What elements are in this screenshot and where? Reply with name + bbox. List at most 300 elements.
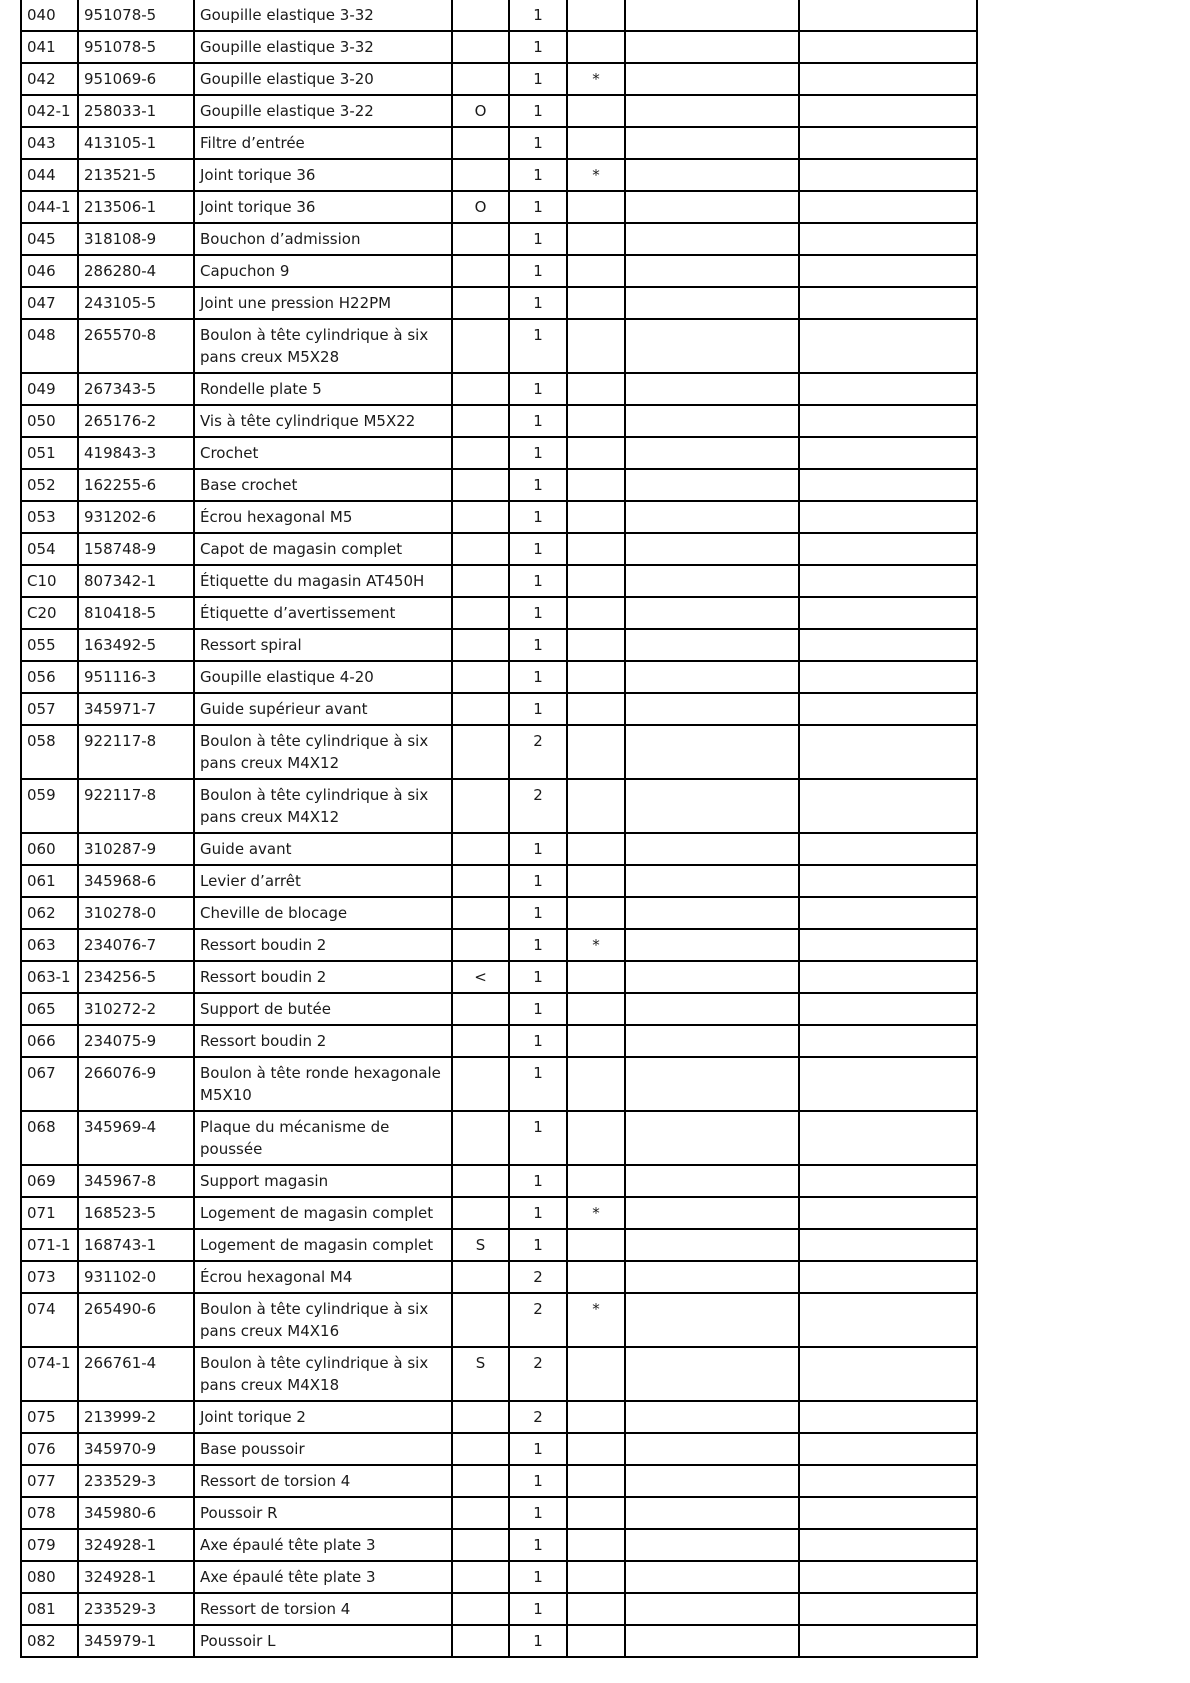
empty-cell-1: [625, 1025, 799, 1057]
part-number-cell: 063-1: [21, 961, 78, 993]
empty-cell-2: [799, 373, 977, 405]
table-row: [21, 1025, 977, 1057]
table-row: [21, 1197, 977, 1229]
quantity-cell: 1: [509, 0, 567, 31]
part-number-cell: 080: [21, 1561, 78, 1593]
empty-cell-1: [625, 127, 799, 159]
part-number-cell: 078: [21, 1497, 78, 1529]
part-number-cell: 040: [21, 0, 78, 31]
empty-cell-1: [625, 993, 799, 1025]
table-row: [21, 1293, 977, 1347]
empty-cell-1: [625, 1057, 799, 1111]
part-number-cell: 042: [21, 63, 78, 95]
part-number-cell: 063: [21, 929, 78, 961]
quantity-cell: 1: [509, 597, 567, 629]
empty-cell-2: [799, 1197, 977, 1229]
note-cell: [567, 127, 625, 159]
quantity-cell: 1: [509, 405, 567, 437]
empty-cell-2: [799, 63, 977, 95]
reference-cell: 162255-6: [78, 469, 194, 501]
note-cell: [567, 865, 625, 897]
marker-cell: [452, 223, 509, 255]
note-cell: [567, 779, 625, 833]
table-row: [21, 929, 977, 961]
marker-cell: [452, 565, 509, 597]
empty-cell-2: [799, 1401, 977, 1433]
note-cell: [567, 897, 625, 929]
quantity-cell: 1: [509, 1625, 567, 1657]
empty-cell-1: [625, 223, 799, 255]
marker-cell: [452, 1465, 509, 1497]
empty-cell-1: [625, 95, 799, 127]
quantity-cell: 1: [509, 1111, 567, 1165]
note-cell: [567, 191, 625, 223]
table-row: [21, 1111, 977, 1165]
description-cell: Capot de magasin complet: [194, 533, 452, 565]
description-cell: Support magasin: [194, 1165, 452, 1197]
description-cell: Boulon à tête cylindrique à six pans creux M4X12: [194, 779, 452, 833]
part-number-cell: 051: [21, 437, 78, 469]
marker-cell: [452, 31, 509, 63]
description-cell: Ressort de torsion 4: [194, 1465, 452, 1497]
note-cell: [567, 501, 625, 533]
note-cell: [567, 405, 625, 437]
description-cell: Base poussoir: [194, 1433, 452, 1465]
note-cell: [567, 629, 625, 661]
empty-cell-2: [799, 1561, 977, 1593]
empty-cell-2: [799, 565, 977, 597]
part-number-cell: 060: [21, 833, 78, 865]
reference-cell: 345967-8: [78, 1165, 194, 1197]
reference-cell: 810418-5: [78, 597, 194, 629]
description-cell: Goupille elastique 4-20: [194, 661, 452, 693]
description-cell: Joint torique 36: [194, 159, 452, 191]
note-cell: [567, 533, 625, 565]
part-number-cell: 061: [21, 865, 78, 897]
empty-cell-1: [625, 1497, 799, 1529]
quantity-cell: 1: [509, 1025, 567, 1057]
part-number-cell: 059: [21, 779, 78, 833]
empty-cell-2: [799, 1025, 977, 1057]
reference-cell: 951116-3: [78, 661, 194, 693]
part-number-cell: 079: [21, 1529, 78, 1561]
note-cell: [567, 1529, 625, 1561]
quantity-cell: 1: [509, 127, 567, 159]
table-row: [21, 319, 977, 373]
quantity-cell: 1: [509, 961, 567, 993]
marker-cell: [452, 1593, 509, 1625]
note-cell: [567, 993, 625, 1025]
quantity-cell: 1: [509, 1229, 567, 1261]
empty-cell-2: [799, 629, 977, 661]
description-cell: Cheville de blocage: [194, 897, 452, 929]
quantity-cell: 1: [509, 1465, 567, 1497]
table-row: [21, 1165, 977, 1197]
part-number-cell: 065: [21, 993, 78, 1025]
part-number-cell: 058: [21, 725, 78, 779]
part-number-cell: 075: [21, 1401, 78, 1433]
quantity-cell: 1: [509, 63, 567, 95]
empty-cell-2: [799, 1465, 977, 1497]
reference-cell: 931202-6: [78, 501, 194, 533]
empty-cell-2: [799, 127, 977, 159]
table-row: [21, 1625, 977, 1657]
marker-cell: [452, 1433, 509, 1465]
quantity-cell: 1: [509, 1197, 567, 1229]
table-row: [21, 1433, 977, 1465]
description-cell: Logement de magasin complet: [194, 1229, 452, 1261]
part-number-cell: 068: [21, 1111, 78, 1165]
quantity-cell: 2: [509, 725, 567, 779]
empty-cell-2: [799, 833, 977, 865]
description-cell: Filtre d’entrée: [194, 127, 452, 159]
quantity-cell: 1: [509, 373, 567, 405]
reference-cell: 345968-6: [78, 865, 194, 897]
reference-cell: 234256-5: [78, 961, 194, 993]
empty-cell-1: [625, 597, 799, 629]
quantity-cell: 1: [509, 833, 567, 865]
marker-cell: [452, 1111, 509, 1165]
part-number-cell: 054: [21, 533, 78, 565]
marker-cell: [452, 159, 509, 191]
empty-cell-1: [625, 191, 799, 223]
description-cell: Ressort spiral: [194, 629, 452, 661]
part-number-cell: 074: [21, 1293, 78, 1347]
empty-cell-1: [625, 1401, 799, 1433]
table-row: [21, 159, 977, 191]
note-cell: [567, 961, 625, 993]
empty-cell-1: [625, 1433, 799, 1465]
quantity-cell: 2: [509, 1261, 567, 1293]
table-row: [21, 961, 977, 993]
part-number-cell: 047: [21, 287, 78, 319]
description-cell: Vis à tête cylindrique M5X22: [194, 405, 452, 437]
table-row: [21, 833, 977, 865]
note-cell: [567, 373, 625, 405]
table-row: [21, 1529, 977, 1561]
empty-cell-1: [625, 1465, 799, 1497]
parts-list-table: [20, 0, 978, 1658]
note-cell: *: [567, 929, 625, 961]
quantity-cell: 1: [509, 1433, 567, 1465]
empty-cell-2: [799, 95, 977, 127]
empty-cell-1: [625, 897, 799, 929]
reference-cell: 233529-3: [78, 1465, 194, 1497]
reference-cell: 266761-4: [78, 1347, 194, 1401]
reference-cell: 168523-5: [78, 1197, 194, 1229]
empty-cell-1: [625, 373, 799, 405]
description-cell: Boulon à tête cylindrique à six pans creux M4X18: [194, 1347, 452, 1401]
part-number-cell: C10: [21, 565, 78, 597]
note-cell: [567, 1347, 625, 1401]
empty-cell-2: [799, 437, 977, 469]
description-cell: Étiquette du magasin AT450H: [194, 565, 452, 597]
table-row: [21, 405, 977, 437]
empty-cell-2: [799, 993, 977, 1025]
empty-cell-1: [625, 63, 799, 95]
empty-cell-2: [799, 961, 977, 993]
note-cell: [567, 1057, 625, 1111]
quantity-cell: 2: [509, 1347, 567, 1401]
empty-cell-2: [799, 0, 977, 31]
marker-cell: [452, 287, 509, 319]
table-row: [21, 693, 977, 725]
marker-cell: [452, 319, 509, 373]
reference-cell: 310287-9: [78, 833, 194, 865]
empty-cell-1: [625, 437, 799, 469]
note-cell: *: [567, 159, 625, 191]
empty-cell-2: [799, 897, 977, 929]
empty-cell-2: [799, 469, 977, 501]
empty-cell-2: [799, 1497, 977, 1529]
empty-cell-1: [625, 1111, 799, 1165]
marker-cell: [452, 833, 509, 865]
empty-cell-2: [799, 1347, 977, 1401]
note-cell: [567, 1593, 625, 1625]
part-number-cell: 044-1: [21, 191, 78, 223]
quantity-cell: 1: [509, 437, 567, 469]
description-cell: Capuchon 9: [194, 255, 452, 287]
note-cell: *: [567, 1293, 625, 1347]
quantity-cell: 1: [509, 533, 567, 565]
note-cell: [567, 1165, 625, 1197]
note-cell: [567, 95, 625, 127]
part-number-cell: 071-1: [21, 1229, 78, 1261]
reference-cell: 310278-0: [78, 897, 194, 929]
reference-cell: 163492-5: [78, 629, 194, 661]
note-cell: [567, 437, 625, 469]
quantity-cell: 1: [509, 159, 567, 191]
empty-cell-2: [799, 1111, 977, 1165]
empty-cell-1: [625, 1293, 799, 1347]
note-cell: [567, 319, 625, 373]
empty-cell-2: [799, 661, 977, 693]
table-row: [21, 1057, 977, 1111]
empty-cell-1: [625, 319, 799, 373]
empty-cell-2: [799, 319, 977, 373]
quantity-cell: 1: [509, 693, 567, 725]
reference-cell: 807342-1: [78, 565, 194, 597]
empty-cell-2: [799, 1433, 977, 1465]
empty-cell-2: [799, 533, 977, 565]
note-cell: *: [567, 1197, 625, 1229]
note-cell: [567, 0, 625, 31]
description-cell: Logement de magasin complet: [194, 1197, 452, 1229]
quantity-cell: 1: [509, 897, 567, 929]
part-number-cell: C20: [21, 597, 78, 629]
table-row: [21, 993, 977, 1025]
empty-cell-1: [625, 469, 799, 501]
note-cell: [567, 255, 625, 287]
description-cell: Axe épaulé tête plate 3: [194, 1529, 452, 1561]
table-row: [21, 501, 977, 533]
reference-cell: 931102-0: [78, 1261, 194, 1293]
table-row: [21, 1347, 977, 1401]
marker-cell: [452, 661, 509, 693]
marker-cell: O: [452, 191, 509, 223]
marker-cell: S: [452, 1347, 509, 1401]
empty-cell-2: [799, 159, 977, 191]
note-cell: [567, 1401, 625, 1433]
empty-cell-2: [799, 501, 977, 533]
marker-cell: [452, 501, 509, 533]
marker-cell: [452, 63, 509, 95]
table-row: [21, 1261, 977, 1293]
description-cell: Bouchon d’admission: [194, 223, 452, 255]
description-cell: Boulon à tête cylindrique à six pans creux M4X16: [194, 1293, 452, 1347]
note-cell: [567, 469, 625, 501]
note-cell: [567, 1025, 625, 1057]
empty-cell-2: [799, 725, 977, 779]
empty-cell-1: [625, 0, 799, 31]
marker-cell: [452, 405, 509, 437]
empty-cell-1: [625, 1165, 799, 1197]
description-cell: Goupille elastique 3-20: [194, 63, 452, 95]
table-row: [21, 779, 977, 833]
reference-cell: 258033-1: [78, 95, 194, 127]
table-row: [21, 469, 977, 501]
reference-cell: 267343-5: [78, 373, 194, 405]
reference-cell: 345980-6: [78, 1497, 194, 1529]
quantity-cell: 1: [509, 1529, 567, 1561]
reference-cell: 234076-7: [78, 929, 194, 961]
quantity-cell: 2: [509, 1293, 567, 1347]
empty-cell-2: [799, 405, 977, 437]
reference-cell: 324928-1: [78, 1561, 194, 1593]
marker-cell: [452, 1529, 509, 1561]
description-cell: Ressort boudin 2: [194, 929, 452, 961]
part-number-cell: 076: [21, 1433, 78, 1465]
note-cell: [567, 1433, 625, 1465]
empty-cell-1: [625, 1347, 799, 1401]
description-cell: Ressort boudin 2: [194, 961, 452, 993]
reference-cell: 345970-9: [78, 1433, 194, 1465]
part-number-cell: 046: [21, 255, 78, 287]
part-number-cell: 056: [21, 661, 78, 693]
part-number-cell: 073: [21, 1261, 78, 1293]
reference-cell: 951069-6: [78, 63, 194, 95]
marker-cell: [452, 865, 509, 897]
table-row: [21, 897, 977, 929]
empty-cell-1: [625, 661, 799, 693]
empty-cell-1: [625, 31, 799, 63]
reference-cell: 265490-6: [78, 1293, 194, 1347]
description-cell: Levier d’arrêt: [194, 865, 452, 897]
empty-cell-1: [625, 1625, 799, 1657]
empty-cell-1: [625, 1561, 799, 1593]
table-row: [21, 865, 977, 897]
quantity-cell: 1: [509, 565, 567, 597]
quantity-cell: 1: [509, 1593, 567, 1625]
note-cell: [567, 31, 625, 63]
empty-cell-2: [799, 779, 977, 833]
note-cell: [567, 1497, 625, 1529]
description-cell: Support de butée: [194, 993, 452, 1025]
description-cell: Poussoir L: [194, 1625, 452, 1657]
empty-cell-2: [799, 287, 977, 319]
empty-cell-2: [799, 1593, 977, 1625]
description-cell: Boulon à tête cylindrique à six pans creux M4X12: [194, 725, 452, 779]
marker-cell: [452, 597, 509, 629]
empty-cell-2: [799, 1529, 977, 1561]
description-cell: Ressort boudin 2: [194, 1025, 452, 1057]
part-number-cell: 049: [21, 373, 78, 405]
note-cell: [567, 597, 625, 629]
quantity-cell: 1: [509, 865, 567, 897]
marker-cell: [452, 255, 509, 287]
part-number-cell: 074-1: [21, 1347, 78, 1401]
table-row: [21, 661, 977, 693]
marker-cell: [452, 469, 509, 501]
marker-cell: O: [452, 95, 509, 127]
empty-cell-2: [799, 929, 977, 961]
quantity-cell: 2: [509, 1401, 567, 1433]
marker-cell: [452, 373, 509, 405]
part-number-cell: 041: [21, 31, 78, 63]
note-cell: [567, 1111, 625, 1165]
empty-cell-1: [625, 1529, 799, 1561]
empty-cell-1: [625, 929, 799, 961]
reference-cell: 922117-8: [78, 725, 194, 779]
empty-cell-2: [799, 1625, 977, 1657]
marker-cell: [452, 1401, 509, 1433]
part-number-cell: 055: [21, 629, 78, 661]
reference-cell: 234075-9: [78, 1025, 194, 1057]
reference-cell: 951078-5: [78, 0, 194, 31]
description-cell: Crochet: [194, 437, 452, 469]
marker-cell: [452, 127, 509, 159]
empty-cell-1: [625, 779, 799, 833]
reference-cell: 265570-8: [78, 319, 194, 373]
empty-cell-1: [625, 1229, 799, 1261]
empty-cell-2: [799, 1261, 977, 1293]
quantity-cell: 1: [509, 469, 567, 501]
table-row: [21, 0, 977, 31]
reference-cell: 265176-2: [78, 405, 194, 437]
quantity-cell: 1: [509, 287, 567, 319]
description-cell: Écrou hexagonal M5: [194, 501, 452, 533]
reference-cell: 345969-4: [78, 1111, 194, 1165]
part-number-cell: 044: [21, 159, 78, 191]
table-row: [21, 63, 977, 95]
part-number-cell: 053: [21, 501, 78, 533]
reference-cell: 345971-7: [78, 693, 194, 725]
note-cell: [567, 1465, 625, 1497]
part-number-cell: 066: [21, 1025, 78, 1057]
description-cell: Ressort de torsion 4: [194, 1593, 452, 1625]
marker-cell: [452, 0, 509, 31]
table-row: [21, 1593, 977, 1625]
quantity-cell: 1: [509, 191, 567, 223]
description-cell: Guide avant: [194, 833, 452, 865]
reference-cell: 286280-4: [78, 255, 194, 287]
quantity-cell: 1: [509, 95, 567, 127]
description-cell: Écrou hexagonal M4: [194, 1261, 452, 1293]
table-row: [21, 437, 977, 469]
empty-cell-1: [625, 961, 799, 993]
note-cell: [567, 661, 625, 693]
reference-cell: 213521-5: [78, 159, 194, 191]
table-row: [21, 223, 977, 255]
reference-cell: 168743-1: [78, 1229, 194, 1261]
marker-cell: [452, 1057, 509, 1111]
marker-cell: [452, 1625, 509, 1657]
part-number-cell: 071: [21, 1197, 78, 1229]
table-row: [21, 629, 977, 661]
quantity-cell: 1: [509, 255, 567, 287]
note-cell: [567, 833, 625, 865]
reference-cell: 922117-8: [78, 779, 194, 833]
